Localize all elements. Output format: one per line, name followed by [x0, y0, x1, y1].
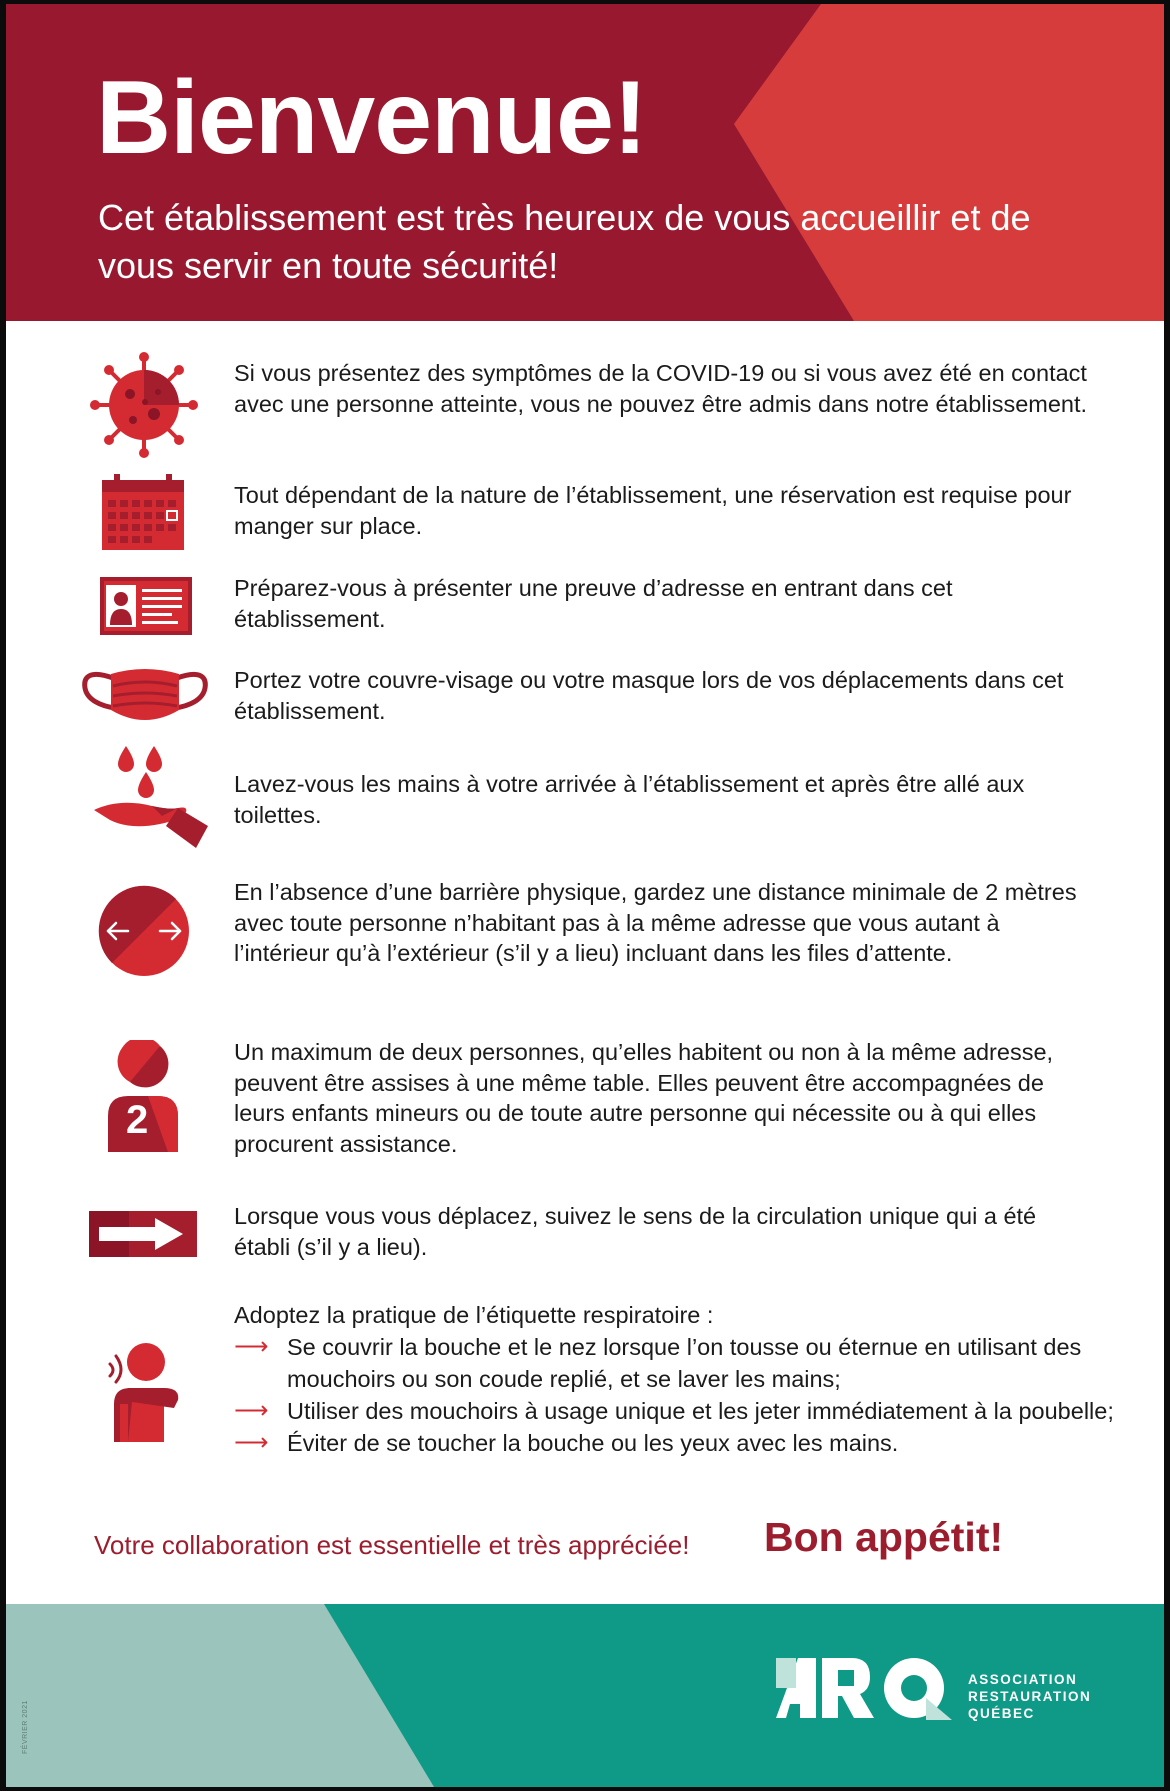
- item-text-address-proof: Préparez-vous à présenter une preuve d’adresse en entrant dans cet établissement.: [234, 575, 953, 632]
- arrow-right-icon: ⟶: [234, 1428, 269, 1456]
- header-banner: [6, 4, 1164, 321]
- item-text-hand-wash: Lavez-vous les mains à votre arrivée à l’établissement et après être allé aux toilettes.: [234, 771, 1025, 828]
- org-line: RESTAURATION: [968, 1689, 1092, 1704]
- respiratory-bullet: [234, 1331, 1114, 1395]
- id-card-icon: [100, 577, 192, 635]
- respiratory-bullet: [234, 1427, 1114, 1459]
- two-persons-icon: [108, 1040, 178, 1152]
- respiratory-etiquette: [234, 1300, 1114, 1459]
- item-text-table-limit: Un maximum de deux personnes, qu’elles habitent ou non à la même adresse, peuvent être assises à une même table. Elles peuvent être accompagnées de leurs enfants mineurs ou de toute autre personne qui nécessite ou à qui elles procurent assistance.: [234, 1039, 1054, 1157]
- distance-arrows-icon: [98, 885, 190, 977]
- calendar-icon: [100, 474, 186, 552]
- virus-icon: [88, 352, 200, 458]
- face-mask-icon: [81, 664, 209, 730]
- arrow-right-icon: ⟶: [234, 1332, 269, 1360]
- org-line: QUÉBEC: [968, 1706, 1035, 1721]
- collaboration-message: Votre collaboration est essentielle et très appréciée!: [94, 1530, 690, 1560]
- item-text-distance: En l’absence d’une barrière physique, gardez une distance minimale de 2 mètres avec toute personne n’habitant pas à la même adresse que vous autant à l’intérieur qu’à l’extérieur (s’il y a lieu) incluant dans les files d’attente.: [234, 879, 1077, 966]
- organization-name: [968, 1671, 1091, 1722]
- item-text-reservation: Tout dépendant de la nature de l’établissement, une réservation est requise pour manger sur place.: [234, 482, 1072, 539]
- respiratory-bullet-text: Éviter de se toucher la bouche ou les yeux avec les mains.: [287, 1429, 899, 1456]
- poster: [6, 4, 1164, 1787]
- bon-appetit-message: Bon appétit!: [764, 1514, 1004, 1560]
- respiratory-bullet-text: Se couvrir la bouche et le nez lorsque l’on tousse ou éternue en utilisant des mouchoirs ou son coude replié, et se laver les mains;: [287, 1333, 1082, 1392]
- hand-wash-icon: [90, 742, 210, 856]
- publication-date: FÉVRIER 2021: [22, 1700, 29, 1754]
- respiratory-bullet-text: Utiliser des mouchoirs à usage unique et les jeter immédiatement à la poubelle;: [287, 1397, 1114, 1424]
- page-title: Bienvenue!: [96, 60, 647, 176]
- respiratory-bullet: [234, 1395, 1114, 1427]
- item-text-circulation: Lorsque vous vous déplacez, suivez le sens de la circulation unique qui a été établi (s’il y a lieu).: [234, 1203, 1037, 1260]
- cough-person-icon: [106, 1342, 190, 1442]
- org-line: ASSOCIATION: [968, 1672, 1078, 1687]
- item-text-symptoms: Si vous présentez des symptômes de la COVID-19 ou si vous avez été en contact avec une personne atteinte, vous ne pouvez être admis dans notre établissement.: [234, 360, 1088, 417]
- arq-logo: [776, 1658, 952, 1720]
- persons-count: 2: [126, 1098, 149, 1142]
- arrow-right-icon: ⟶: [234, 1396, 269, 1424]
- page-subtitle: Cet établissement est très heureux de vous accueillir et de vous servir en toute sécurité!: [98, 197, 1031, 286]
- item-text-mask: Portez votre couvre-visage ou votre masque lors de vos déplacements dans cet établissement.: [234, 667, 1064, 724]
- respiratory-intro: Adoptez la pratique de l’étiquette respiratoire :: [234, 1302, 714, 1328]
- direction-arrow-icon: [89, 1211, 197, 1257]
